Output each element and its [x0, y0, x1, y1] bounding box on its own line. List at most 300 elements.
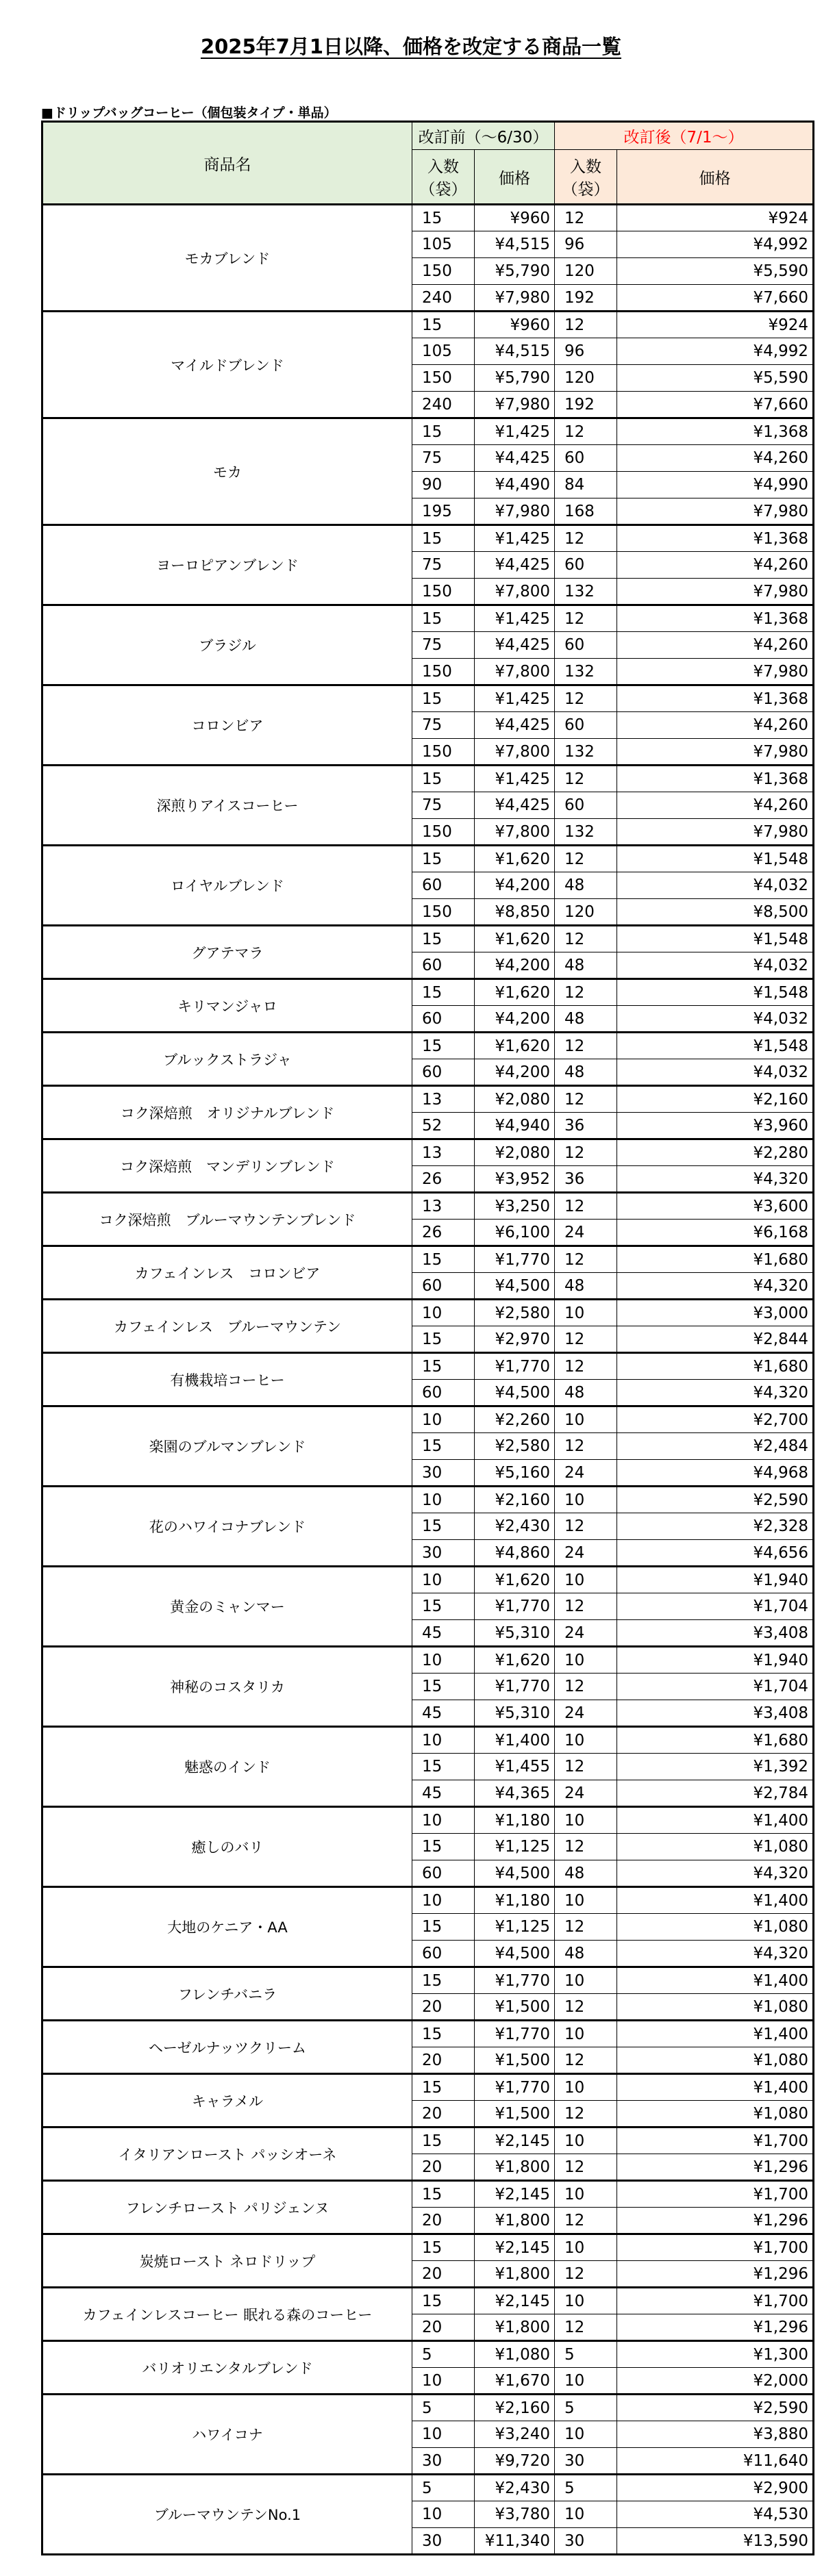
before-qty: 240 [412, 285, 475, 312]
product-name: ヨーロピアンブレンド [42, 525, 412, 605]
product-name: モカ [42, 418, 412, 525]
before-price: ¥1,180 [475, 1887, 555, 1914]
after-qty: 12 [555, 1326, 617, 1353]
after-price: ¥4,656 [617, 1540, 814, 1567]
before-price: ¥1,425 [475, 605, 555, 632]
after-qty: 12 [555, 1593, 617, 1620]
before-qty: 75 [412, 712, 475, 739]
after-price: ¥2,590 [617, 1487, 814, 1513]
product-name: コク深焙煎 マンデリンブレンド [42, 1139, 412, 1193]
before-qty: 20 [412, 2154, 475, 2181]
after-qty: 192 [555, 285, 617, 312]
after-qty: 30 [555, 2448, 617, 2475]
before-qty: 10 [412, 1807, 475, 1834]
before-price: ¥2,145 [475, 2234, 555, 2261]
before-price: ¥4,200 [475, 952, 555, 979]
after-price: ¥1,300 [617, 2341, 814, 2368]
after-price: ¥3,600 [617, 1193, 814, 1220]
after-qty: 12 [555, 685, 617, 712]
before-qty: 15 [412, 312, 475, 338]
after-qty: 12 [555, 525, 617, 552]
before-qty: 240 [412, 392, 475, 418]
product-name: カフェインレス ブルーマウンテン [42, 1300, 412, 1353]
table-row [42, 2341, 814, 2368]
before-price: ¥4,200 [475, 872, 555, 899]
before-qty: 60 [412, 872, 475, 899]
before-qty: 15 [412, 979, 475, 1006]
table-row [42, 1887, 814, 1914]
after-price: ¥7,980 [617, 498, 814, 525]
product-name: コク深焙煎 ブルーマウンテンブレンド [42, 1193, 412, 1246]
after-qty: 12 [555, 1754, 617, 1780]
after-price: ¥4,260 [617, 712, 814, 739]
after-qty: 132 [555, 579, 617, 605]
before-qty: 60 [412, 1380, 475, 1406]
after-qty: 12 [555, 1246, 617, 1273]
before-qty: 20 [412, 1994, 475, 2021]
after-price: ¥1,080 [617, 2101, 814, 2127]
before-price: ¥1,080 [475, 2341, 555, 2368]
after-price: ¥4,260 [617, 552, 814, 579]
after-price: ¥1,680 [617, 1246, 814, 1273]
before-price: ¥1,425 [475, 418, 555, 445]
before-qty: 150 [412, 819, 475, 846]
table-row [42, 1567, 814, 1593]
before-qty: 15 [412, 2181, 475, 2208]
before-price: ¥1,425 [475, 685, 555, 712]
header-after-qty: 入数 （袋） [555, 150, 617, 205]
before-qty: 20 [412, 2208, 475, 2234]
before-price: ¥1,620 [475, 1567, 555, 1593]
before-qty: 20 [412, 2101, 475, 2127]
before-price: ¥2,430 [475, 2475, 555, 2501]
product-name: マイルドブレンド [42, 312, 412, 418]
after-qty: 84 [555, 472, 617, 498]
table-row [42, 2475, 814, 2501]
after-price: ¥4,320 [617, 1166, 814, 1193]
product-name: 深煎りアイスコーヒー [42, 766, 412, 846]
before-qty: 150 [412, 899, 475, 926]
after-price: ¥4,032 [617, 1006, 814, 1033]
before-qty: 5 [412, 2395, 475, 2421]
after-qty: 10 [555, 1567, 617, 1593]
header-before-qty: 入数 （袋） [412, 150, 475, 205]
before-qty: 150 [412, 365, 475, 392]
after-price: ¥1,700 [617, 2234, 814, 2261]
before-price: ¥1,180 [475, 1807, 555, 1834]
product-name: 魅惑のインド [42, 1727, 412, 1807]
after-qty: 48 [555, 1273, 617, 1300]
after-qty: 60 [555, 445, 617, 472]
table-row [42, 605, 814, 632]
product-name: コク深焙煎 オリジナルブレンド [42, 1086, 412, 1139]
after-qty: 24 [555, 1460, 617, 1487]
after-qty: 12 [555, 2154, 617, 2181]
before-qty: 45 [412, 1620, 475, 1647]
after-qty: 10 [555, 2074, 617, 2101]
before-qty: 105 [412, 338, 475, 365]
before-price: ¥4,365 [475, 1780, 555, 1807]
after-qty: 12 [555, 2208, 617, 2234]
before-price: ¥1,770 [475, 1593, 555, 1620]
after-price: ¥7,660 [617, 285, 814, 312]
after-price: ¥4,320 [617, 1860, 814, 1887]
after-price: ¥4,320 [617, 1380, 814, 1406]
after-price: ¥1,080 [617, 1834, 814, 1860]
after-qty: 10 [555, 2234, 617, 2261]
after-qty: 10 [555, 1727, 617, 1754]
after-qty: 120 [555, 899, 617, 926]
before-price: ¥1,800 [475, 2154, 555, 2181]
before-qty: 15 [412, 1967, 475, 1994]
before-price: ¥7,980 [475, 392, 555, 418]
after-price: ¥1,400 [617, 2074, 814, 2101]
after-qty: 5 [555, 2341, 617, 2368]
after-qty: 48 [555, 1380, 617, 1406]
before-price: ¥4,200 [475, 1059, 555, 1086]
before-price: ¥11,340 [475, 2528, 555, 2555]
after-price: ¥1,368 [617, 525, 814, 552]
header-before-price: 価格 [475, 150, 555, 205]
table-row [42, 685, 814, 712]
before-qty: 60 [412, 1006, 475, 1033]
after-price: ¥4,992 [617, 231, 814, 258]
after-qty: 12 [555, 312, 617, 338]
after-price: ¥3,960 [617, 1113, 814, 1139]
after-price: ¥6,168 [617, 1220, 814, 1246]
after-qty: 24 [555, 1620, 617, 1647]
after-qty: 24 [555, 1700, 617, 1727]
before-qty: 150 [412, 739, 475, 766]
after-qty: 192 [555, 392, 617, 418]
before-price: ¥2,080 [475, 1086, 555, 1113]
table-row [42, 525, 814, 552]
before-price: ¥8,850 [475, 899, 555, 926]
table-row [42, 846, 814, 872]
after-price: ¥4,990 [617, 472, 814, 498]
before-price: ¥4,515 [475, 338, 555, 365]
after-price: ¥4,530 [617, 2501, 814, 2528]
after-price: ¥8,500 [617, 899, 814, 926]
before-price: ¥4,500 [475, 1941, 555, 1967]
table-row [42, 1300, 814, 1326]
before-price: ¥2,580 [475, 1433, 555, 1460]
after-qty: 12 [555, 1674, 617, 1700]
table-row [42, 418, 814, 445]
after-price: ¥1,296 [617, 2261, 814, 2288]
before-price: ¥4,425 [475, 445, 555, 472]
after-price: ¥1,548 [617, 926, 814, 952]
after-price: ¥1,700 [617, 2127, 814, 2154]
table-row [42, 1807, 814, 1834]
before-qty: 60 [412, 952, 475, 979]
before-qty: 15 [412, 205, 475, 231]
after-price: ¥1,940 [617, 1567, 814, 1593]
table-row [42, 2234, 814, 2261]
after-qty: 10 [555, 1487, 617, 1513]
after-price: ¥4,032 [617, 872, 814, 899]
before-price: ¥3,780 [475, 2501, 555, 2528]
before-qty: 45 [412, 1780, 475, 1807]
before-price: ¥4,500 [475, 1273, 555, 1300]
product-name: 炭焼ロースト ネロドリップ [42, 2234, 412, 2288]
before-price: ¥1,400 [475, 1727, 555, 1754]
before-price: ¥2,260 [475, 1406, 555, 1433]
after-qty: 12 [555, 205, 617, 231]
after-qty: 10 [555, 1807, 617, 1834]
before-qty: 20 [412, 2047, 475, 2074]
before-qty: 10 [412, 2501, 475, 2528]
table-row [42, 1487, 814, 1513]
before-qty: 10 [412, 1406, 475, 1433]
product-name: 花のハワイコナブレンド [42, 1487, 412, 1567]
after-price: ¥2,844 [617, 1326, 814, 1353]
after-qty: 36 [555, 1113, 617, 1139]
after-price: ¥2,590 [617, 2395, 814, 2421]
before-price: ¥5,790 [475, 365, 555, 392]
before-qty: 15 [412, 766, 475, 792]
before-qty: 13 [412, 1086, 475, 1113]
after-qty: 12 [555, 1513, 617, 1540]
after-qty: 12 [555, 1086, 617, 1113]
before-price: ¥4,515 [475, 231, 555, 258]
after-qty: 10 [555, 2127, 617, 2154]
before-price: ¥3,952 [475, 1166, 555, 1193]
after-price: ¥2,784 [617, 1780, 814, 1807]
before-price: ¥1,425 [475, 766, 555, 792]
product-name: 癒しのバリ [42, 1807, 412, 1887]
before-qty: 60 [412, 1941, 475, 1967]
header-after-price: 価格 [617, 150, 814, 205]
after-price: ¥4,260 [617, 632, 814, 659]
table-row [42, 1406, 814, 1433]
before-price: ¥2,145 [475, 2127, 555, 2154]
after-price: ¥7,980 [617, 819, 814, 846]
before-price: ¥5,160 [475, 1460, 555, 1487]
before-price: ¥5,310 [475, 1620, 555, 1647]
after-qty: 5 [555, 2395, 617, 2421]
after-qty: 12 [555, 2261, 617, 2288]
table-row [42, 312, 814, 338]
after-price: ¥1,940 [617, 1647, 814, 1674]
after-price: ¥13,590 [617, 2528, 814, 2555]
before-price: ¥1,620 [475, 1033, 555, 1059]
before-price: ¥1,620 [475, 926, 555, 952]
after-price: ¥2,700 [617, 1406, 814, 1433]
after-qty: 12 [555, 1834, 617, 1860]
before-qty: 75 [412, 632, 475, 659]
before-price: ¥7,980 [475, 498, 555, 525]
before-qty: 52 [412, 1113, 475, 1139]
after-price: ¥1,080 [617, 2047, 814, 2074]
before-qty: 15 [412, 418, 475, 445]
product-name: フレンチロースト パリジェンヌ [42, 2181, 412, 2234]
after-price: ¥1,400 [617, 1807, 814, 1834]
after-qty: 10 [555, 1887, 617, 1914]
after-price: ¥4,260 [617, 445, 814, 472]
after-price: ¥1,368 [617, 685, 814, 712]
before-price: ¥1,770 [475, 1967, 555, 1994]
after-qty: 36 [555, 1166, 617, 1193]
before-price: ¥1,455 [475, 1754, 555, 1780]
after-qty: 96 [555, 231, 617, 258]
after-qty: 24 [555, 1780, 617, 1807]
table-row [42, 1033, 814, 1059]
after-qty: 120 [555, 258, 617, 285]
after-qty: 48 [555, 872, 617, 899]
product-name: コロンビア [42, 685, 412, 766]
before-qty: 15 [412, 1326, 475, 1353]
before-qty: 15 [412, 926, 475, 952]
after-price: ¥1,704 [617, 1593, 814, 1620]
before-price: ¥960 [475, 205, 555, 231]
after-price: ¥4,320 [617, 1273, 814, 1300]
before-price: ¥1,800 [475, 2261, 555, 2288]
table-row [42, 1139, 814, 1166]
before-qty: 30 [412, 2528, 475, 2555]
before-qty: 10 [412, 2421, 475, 2448]
table-row [42, 1086, 814, 1113]
before-price: ¥7,980 [475, 285, 555, 312]
after-qty: 12 [555, 1139, 617, 1166]
before-price: ¥1,500 [475, 1994, 555, 2021]
after-qty: 5 [555, 2475, 617, 2501]
after-price: ¥2,280 [617, 1139, 814, 1166]
before-price: ¥1,620 [475, 1647, 555, 1674]
after-price: ¥924 [617, 205, 814, 231]
before-qty: 10 [412, 1727, 475, 1754]
before-price: ¥1,500 [475, 2101, 555, 2127]
after-qty: 12 [555, 2101, 617, 2127]
before-qty: 150 [412, 659, 475, 685]
before-price: ¥4,425 [475, 712, 555, 739]
before-qty: 15 [412, 1353, 475, 1380]
after-price: ¥7,660 [617, 392, 814, 418]
after-price: ¥1,296 [617, 2154, 814, 2181]
product-name: フレンチバニラ [42, 1967, 412, 2021]
table-row [42, 2395, 814, 2421]
before-price: ¥4,200 [475, 1006, 555, 1033]
after-qty: 12 [555, 1353, 617, 1380]
after-price: ¥5,590 [617, 365, 814, 392]
before-qty: 10 [412, 1887, 475, 1914]
before-price: ¥4,425 [475, 632, 555, 659]
after-price: ¥1,080 [617, 1914, 814, 1941]
before-price: ¥4,500 [475, 1860, 555, 1887]
before-qty: 10 [412, 1647, 475, 1674]
after-qty: 48 [555, 1059, 617, 1086]
product-name: バリオリエンタルブレンド [42, 2341, 412, 2395]
after-price: ¥3,408 [617, 1620, 814, 1647]
table-row [42, 2288, 814, 2314]
product-name: 大地のケニア・AA [42, 1887, 412, 1967]
before-qty: 20 [412, 2314, 475, 2341]
after-price: ¥2,484 [617, 1433, 814, 1460]
before-price: ¥4,490 [475, 472, 555, 498]
after-qty: 10 [555, 2288, 617, 2314]
before-price: ¥4,860 [475, 1540, 555, 1567]
after-price: ¥1,296 [617, 2208, 814, 2234]
before-qty: 15 [412, 1914, 475, 1941]
before-price: ¥2,580 [475, 1300, 555, 1326]
after-qty: 10 [555, 2021, 617, 2047]
header-product-name: 商品名 [42, 122, 412, 205]
after-qty: 48 [555, 1860, 617, 1887]
product-name: カフェインレス コロンビア [42, 1246, 412, 1300]
before-price: ¥6,100 [475, 1220, 555, 1246]
before-price: ¥1,620 [475, 979, 555, 1006]
before-price: ¥3,250 [475, 1193, 555, 1220]
header-before: 改訂前（～6/30） [412, 122, 555, 150]
before-qty: 105 [412, 231, 475, 258]
after-price: ¥3,880 [617, 2421, 814, 2448]
after-price: ¥7,980 [617, 739, 814, 766]
before-qty: 15 [412, 1754, 475, 1780]
before-price: ¥7,800 [475, 819, 555, 846]
after-price: ¥1,400 [617, 1967, 814, 1994]
before-qty: 15 [412, 846, 475, 872]
before-qty: 60 [412, 1860, 475, 1887]
before-qty: 30 [412, 1460, 475, 1487]
document-title: 2025年7月1日以降、価格を改定する商品一覧 [200, 35, 622, 58]
before-qty: 10 [412, 1487, 475, 1513]
after-qty: 96 [555, 338, 617, 365]
product-name: モカブレンド [42, 205, 412, 312]
after-price: ¥2,900 [617, 2475, 814, 2501]
after-price: ¥1,704 [617, 1674, 814, 1700]
after-qty: 60 [555, 632, 617, 659]
before-price: ¥1,800 [475, 2208, 555, 2234]
after-qty: 10 [555, 1406, 617, 1433]
before-price: ¥7,800 [475, 579, 555, 605]
after-qty: 30 [555, 2528, 617, 2555]
before-price: ¥1,770 [475, 2074, 555, 2101]
before-price: ¥4,425 [475, 552, 555, 579]
after-qty: 12 [555, 1914, 617, 1941]
before-qty: 15 [412, 605, 475, 632]
table-body [42, 205, 814, 2555]
before-qty: 150 [412, 258, 475, 285]
after-qty: 12 [555, 1193, 617, 1220]
before-qty: 15 [412, 1433, 475, 1460]
header-after: 改訂後（7/1～） [555, 122, 814, 150]
after-price: ¥1,368 [617, 766, 814, 792]
after-qty: 10 [555, 1967, 617, 1994]
after-price: ¥1,400 [617, 2021, 814, 2047]
before-qty: 5 [412, 2341, 475, 2368]
after-price: ¥2,160 [617, 1086, 814, 1113]
before-qty: 10 [412, 1567, 475, 1593]
before-price: ¥2,145 [475, 2288, 555, 2314]
before-price: ¥2,970 [475, 1326, 555, 1353]
before-price: ¥1,125 [475, 1914, 555, 1941]
after-price: ¥1,680 [617, 1727, 814, 1754]
before-qty: 20 [412, 2261, 475, 2288]
before-price: ¥960 [475, 312, 555, 338]
before-price: ¥1,125 [475, 1834, 555, 1860]
after-qty: 12 [555, 605, 617, 632]
after-price: ¥5,590 [617, 258, 814, 285]
before-price: ¥4,940 [475, 1113, 555, 1139]
after-price: ¥1,400 [617, 1887, 814, 1914]
before-qty: 15 [412, 685, 475, 712]
before-qty: 195 [412, 498, 475, 525]
after-price: ¥1,548 [617, 846, 814, 872]
before-qty: 30 [412, 1540, 475, 1567]
after-qty: 168 [555, 498, 617, 525]
before-price: ¥3,240 [475, 2421, 555, 2448]
section-label: ■ドリップバッグコーヒー（個包装タイプ・単品） [41, 105, 337, 121]
